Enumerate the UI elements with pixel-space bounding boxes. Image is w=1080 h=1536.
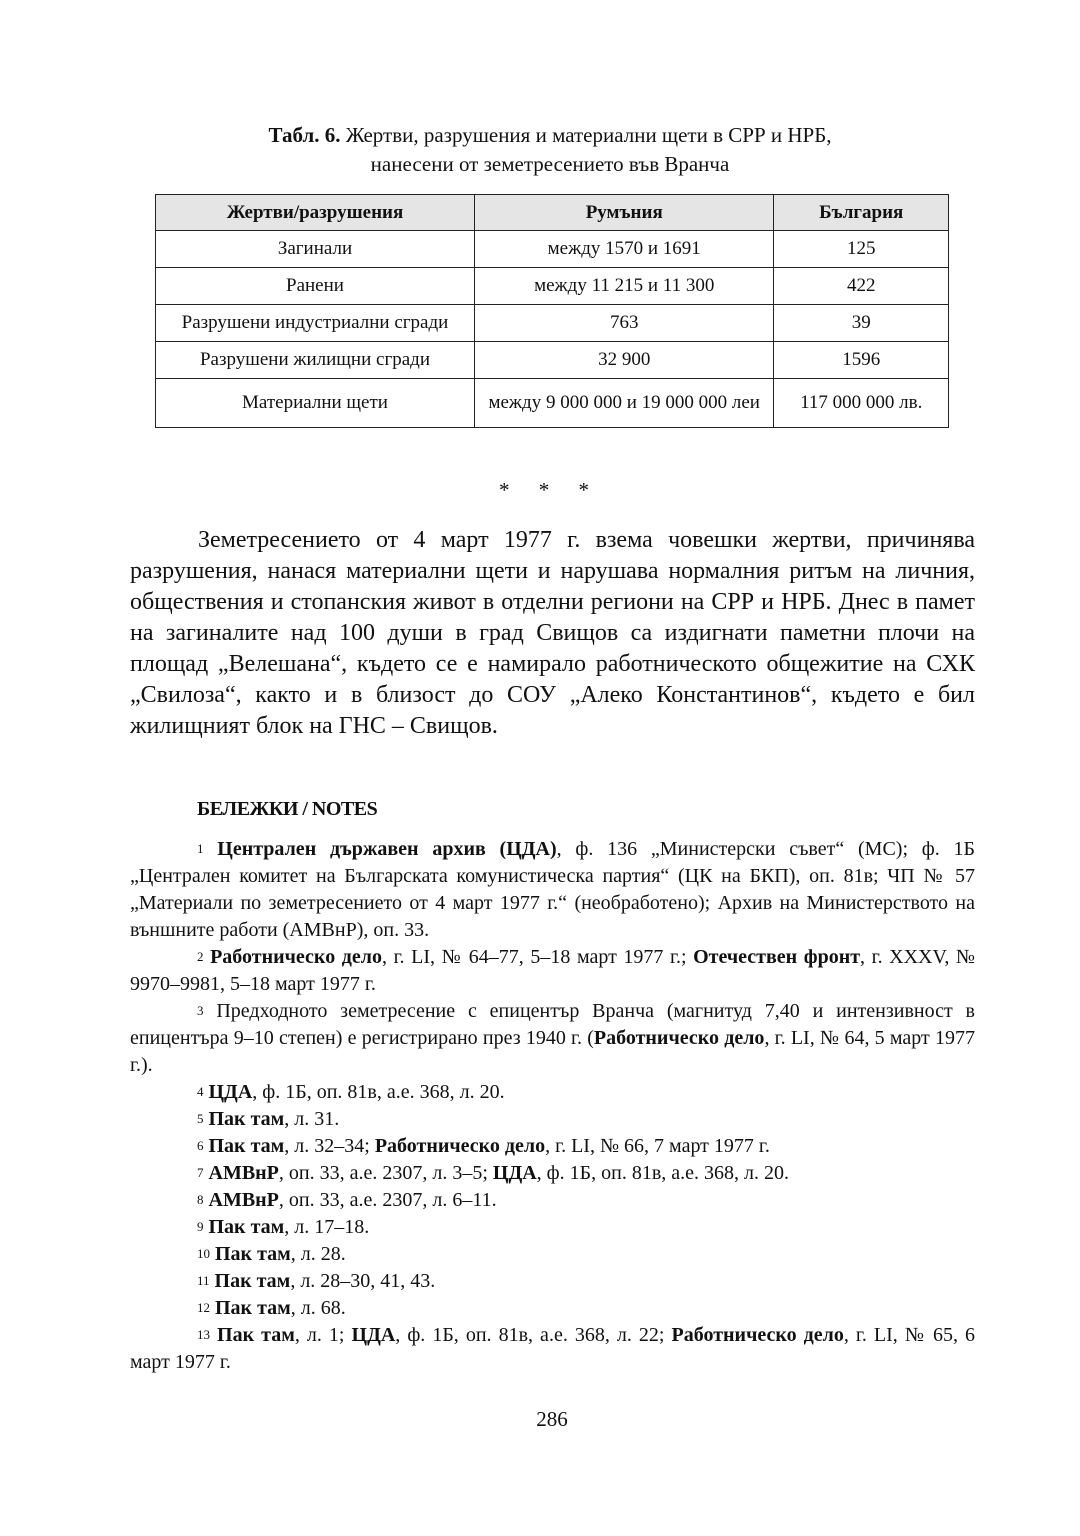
footnote: $^9$ Пак там, л. 17–18. xyxy=(197,1216,370,1238)
table-cell: Разрушени индустриални сгради xyxy=(156,305,475,342)
table-row xyxy=(156,342,949,379)
footnote: $^2$ Работническо дело, г. LI, № 64–77, 5–18 март 1977 г.; Отечествен фронт, г. XXXV, № 9970–9981, 5–18 март 1977 г. xyxy=(130,946,976,995)
table-row xyxy=(156,231,949,268)
body-paragraph: Земетресението от 4 март 1977 г. взема човешки жертви, причинява разрушения, нанася материални щети и нарушава нормалния ритъм на личния, обществения и стопанския живот в отделни региони на СРР и НРБ. Днес в памет на загиналите над 100 души в град Свищов са издигнати паметни плочи на площад „Велешана“, където се е намирало работническото общежитие на СХК „Свилоза“, както и в близост до СОУ „Алеко Константинов“, където е бил жилищният блок на ГНС – Свищов. xyxy=(130,527,975,739)
table-row xyxy=(156,379,949,428)
footnote: $^{11}$ Пак там, л. 28–30, 41, 43. xyxy=(197,1270,436,1292)
caption-line-1: Жертви, разрушения и материални щети в СРР и НРБ, xyxy=(340,123,832,147)
table-cell: 39 xyxy=(774,305,949,342)
table-cell: Загинали xyxy=(156,231,475,268)
caption-label: Табл. 6. xyxy=(268,123,341,147)
table-cell: 422 xyxy=(774,268,949,305)
header-casualties: Жертви/разрушения xyxy=(156,195,475,231)
footnote-number: 4 xyxy=(197,1084,204,1099)
footnote: $^1$ Централен държавен архив (ЦДА), ф. 136 „Министерски съвет“ (МС); ф. 1Б „Централен комитет на Българската комунистическа партия“ (ЦК на БКП), оп. 81в; ЧП № 57 „Материали по земетресението от 4 март 1977 г.“ (необработено); Архив на Министерството на външните работи (АМВнР), оп. 33. xyxy=(130,838,975,941)
footnote-number: 13 xyxy=(197,1327,210,1342)
footnote: $^8$ АМВнР, оп. 33, а.е. 2307, л. 6–11. xyxy=(197,1189,497,1211)
table-cell: 32 900 xyxy=(474,342,773,379)
table-cell: между 11 215 и 11 300 xyxy=(474,268,773,305)
footnote: $^{10}$ Пак там, л. 28. xyxy=(197,1243,346,1265)
table-cell: Материални щети xyxy=(156,379,475,428)
footnote: $^7$ АМВнР, оп. 33, а.е. 2307, л. 3–5; ЦДА, ф. 1Б, оп. 81в, а.е. 368, л. 20. xyxy=(197,1162,789,1184)
footnote-number: 2 xyxy=(197,949,204,964)
footnote-number: 5 xyxy=(197,1111,204,1126)
table-cell: 117 000 000 лв. xyxy=(774,379,949,428)
table-cell: 1596 xyxy=(774,342,949,379)
footnote-number: 8 xyxy=(197,1192,204,1207)
footnote-number: 1 xyxy=(197,841,204,856)
casualties-table xyxy=(155,194,949,428)
table-cell: между 1570 и 1691 xyxy=(474,231,773,268)
section-separator: * * * xyxy=(499,478,601,502)
footnote-number: 11 xyxy=(197,1273,210,1288)
table-cell: Разрушени жилищни сгради xyxy=(156,342,475,379)
header-bulgaria: България xyxy=(774,195,949,231)
header-romania: Румъния xyxy=(474,195,773,231)
table-cell: 125 xyxy=(774,231,949,268)
table-cell: между 9 000 000 и 19 000 000 леи xyxy=(474,379,773,428)
table-caption xyxy=(150,121,950,179)
notes-list xyxy=(130,836,975,1376)
footnote: $^6$ Пак там, л. 32–34; Работническо дело, г. LI, № 66, 7 март 1977 г. xyxy=(197,1135,770,1157)
footnote: $^4$ ЦДА, ф. 1Б, оп. 81в, а.е. 368, л. 20. xyxy=(197,1081,505,1103)
footnote: $^5$ Пак там, л. 31. xyxy=(197,1108,340,1130)
table-row xyxy=(156,268,949,305)
footnote-number: 3 xyxy=(197,1003,204,1018)
table-row xyxy=(156,305,949,342)
footnote: $^{12}$ Пак там, л. 68. xyxy=(197,1297,346,1319)
footnote-number: 9 xyxy=(197,1219,204,1234)
caption-line-2: нанесени от земетресението във Вранча xyxy=(370,152,730,176)
footnote-number: 12 xyxy=(197,1300,210,1315)
table-cell: Ранени xyxy=(156,268,475,305)
table-header-row xyxy=(156,195,949,231)
footnote: $^{13}$ Пак там, л. 1; ЦДА, ф. 1Б, оп. 81в, а.е. 368, л. 22; Работническо дело, г. LI, № 65, 6 март 1977 г. xyxy=(130,1324,976,1373)
notes-heading: БЕЛЕЖКИ / NOTES xyxy=(197,798,378,820)
page-number: 286 xyxy=(536,1407,568,1431)
footnote-number: 10 xyxy=(197,1246,210,1261)
footnote-number: 6 xyxy=(197,1138,204,1153)
table-cell: 763 xyxy=(474,305,773,342)
footnote: $^3$ Предходното земетресение с епицентър Вранча (магнитуд 7,40 и интензивност в епицентъра 9–10 степен) е регистрирано през 1940 г. (Работническо дело, г. LI, № 64, 5 март 1977 г.). xyxy=(130,1000,976,1076)
footnote-number: 7 xyxy=(197,1165,204,1180)
